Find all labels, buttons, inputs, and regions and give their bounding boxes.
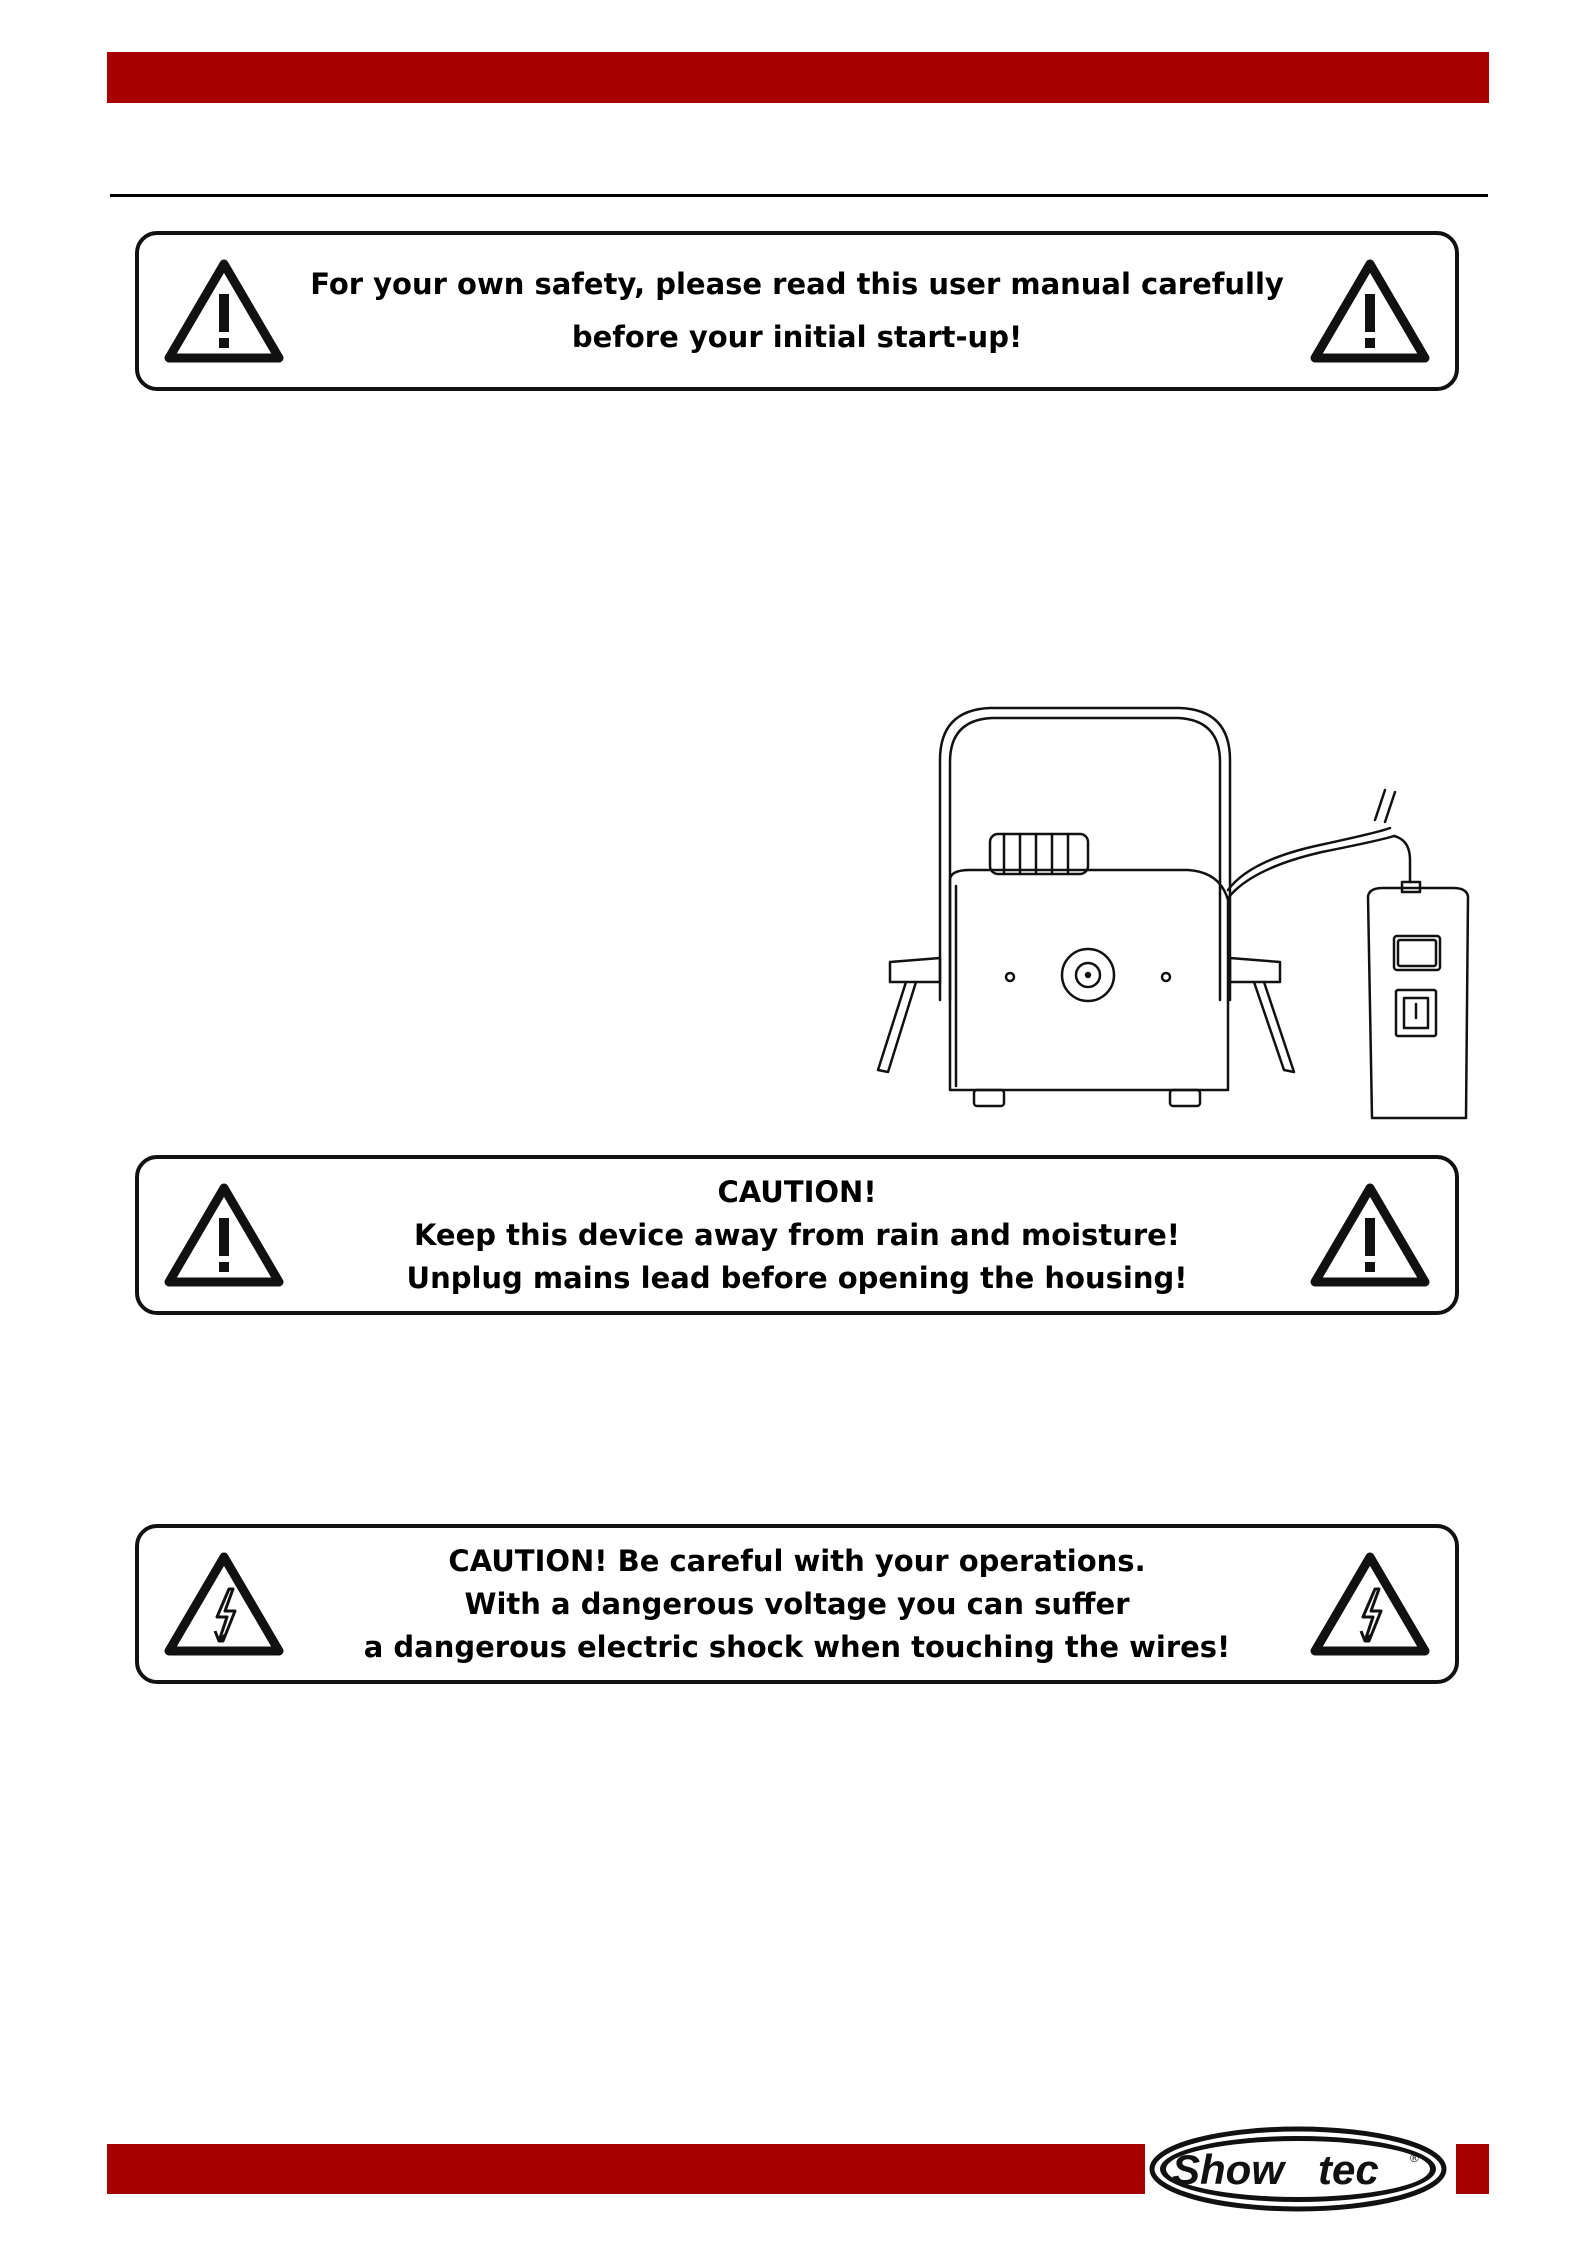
exclamation-warning-icon [1309, 258, 1431, 364]
notice-line: Keep this device away from rain and moisture! [413, 1217, 1181, 1252]
notice-line: before your initial start-up! [571, 320, 1023, 354]
safety-notice-text [309, 235, 1285, 387]
notice-line: CAUTION! Be careful with your operations. [448, 1543, 1146, 1578]
logo-registered-mark: ® [1410, 2151, 1419, 2165]
voltage-caution-box [135, 1524, 1459, 1684]
high-voltage-warning-icon [1309, 1551, 1431, 1657]
logo-word-tec: tec [1318, 2146, 1379, 2193]
notice-line: For your own safety, please read this user manual carefully [310, 267, 1284, 301]
moisture-caution-text [309, 1159, 1285, 1311]
notice-line: a dangerous electric shock when touching the wires! [363, 1629, 1231, 1664]
footer-bar [107, 2144, 1145, 2194]
header-rule [110, 194, 1488, 197]
moisture-caution-box [135, 1155, 1459, 1315]
notice-line: CAUTION! [717, 1174, 877, 1209]
logo-word-show: Show [1172, 2146, 1284, 2193]
header-bar [107, 52, 1489, 103]
notice-line: Unplug mains lead before opening the housing! [406, 1260, 1188, 1295]
exclamation-warning-icon [163, 1182, 285, 1288]
exclamation-warning-icon [1309, 1182, 1431, 1288]
footer-bar-end [1456, 2144, 1489, 2194]
high-voltage-warning-icon [163, 1551, 285, 1657]
exclamation-warning-icon [163, 258, 285, 364]
voltage-caution-text [309, 1528, 1285, 1680]
safety-notice-box [135, 231, 1459, 391]
notice-line: With a dangerous voltage you can suffer [464, 1586, 1130, 1621]
showtec-logo [1148, 2124, 1448, 2214]
fog-machine-illustration [870, 700, 1476, 1130]
